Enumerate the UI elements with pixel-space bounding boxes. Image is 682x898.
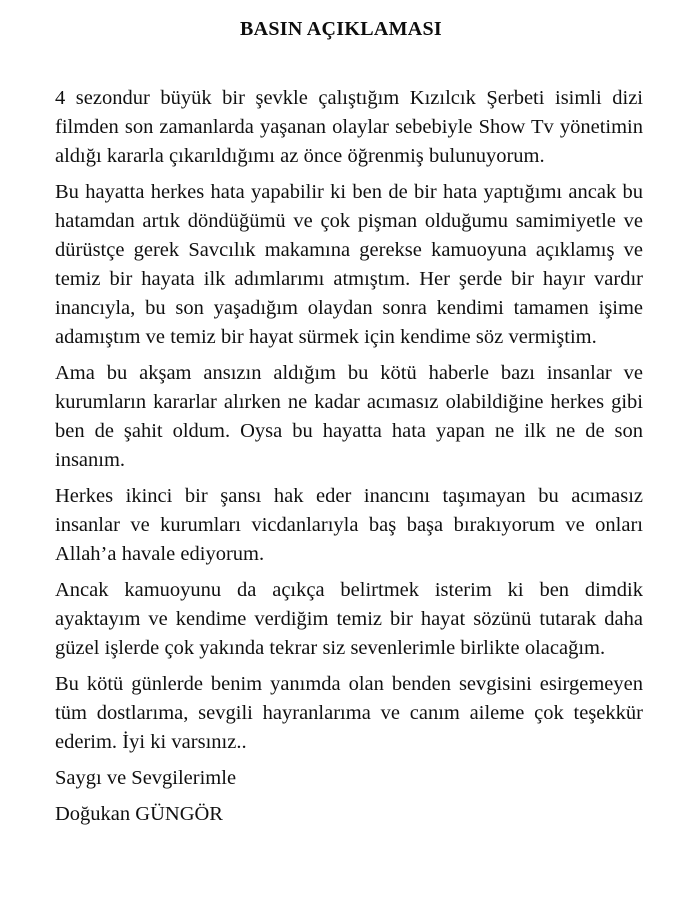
paragraph: Herkes ikinci bir şansı hak eder inancını taşımayan bu acımasız insanlar ve kurumları vicdanlarıyla baş başa bırakıyorum ve onları Allah’a havale ediyorum. <box>55 485 643 565</box>
page-title: BASIN AÇIKLAMASI <box>239 18 443 40</box>
closing-salutation: Saygı ve Sevgilerimle <box>55 767 237 789</box>
paragraph: Ama bu akşam ansızın aldığım bu kötü haberle bazı insanlar ve kurumların kararlar alırken ne kadar acımasız olabildiğine herkes gibi ben de şahit oldum. Oysa bu hayatta hata yapan ne ilk ne de son insanım. <box>55 362 643 471</box>
paragraph: Ancak kamuoyunu da açıkça belirtmek isterim ki ben dimdik ayaktayım ve kendime verdiğim temiz bir hayat sözünü tutarak daha güzel işlerde çok yakında tekrar siz sevenlerimle birlikte olacağım. <box>55 579 643 659</box>
paragraph: Bu hayatta herkes hata yapabilir ki ben de bir hata yaptığımı ancak bu hatamdan artık döndüğümü ve çok pişman olduğumu samimiyetle ve dürüstçe gerek Savcılık makamına gerekse kamuoyuna açıklamış ve temiz bir hayata ilk adımlarımı atmıştım. Her şerde bir hayır vardır inancıyla, bu son yaşadığım olaydan sonra kendimi tamamen işime adamıştım ve temiz bir hayat sürmek için kendime söz vermiştim. <box>55 181 643 348</box>
document-body <box>55 84 643 829</box>
signature-name: Doğukan GÜNGÖR <box>55 803 223 825</box>
paragraph: Bu kötü günlerde benim yanımda olan benden sevgisini esirgemeyen tüm dostlarıma, sevgili hayranlarıma ve canım aileme çok teşekkür ederim. İyi ki varsınız.. <box>55 673 643 753</box>
paragraph: 4 sezondur büyük bir şevkle çalıştığım Kızılcık Şerbeti isimli dizi filmden son zamanlarda yaşanan olaylar sebebiyle Show Tv yönetimin aldığı kararla çıkarıldığımı az önce öğrenmiş bulunuyorum. <box>55 87 643 167</box>
